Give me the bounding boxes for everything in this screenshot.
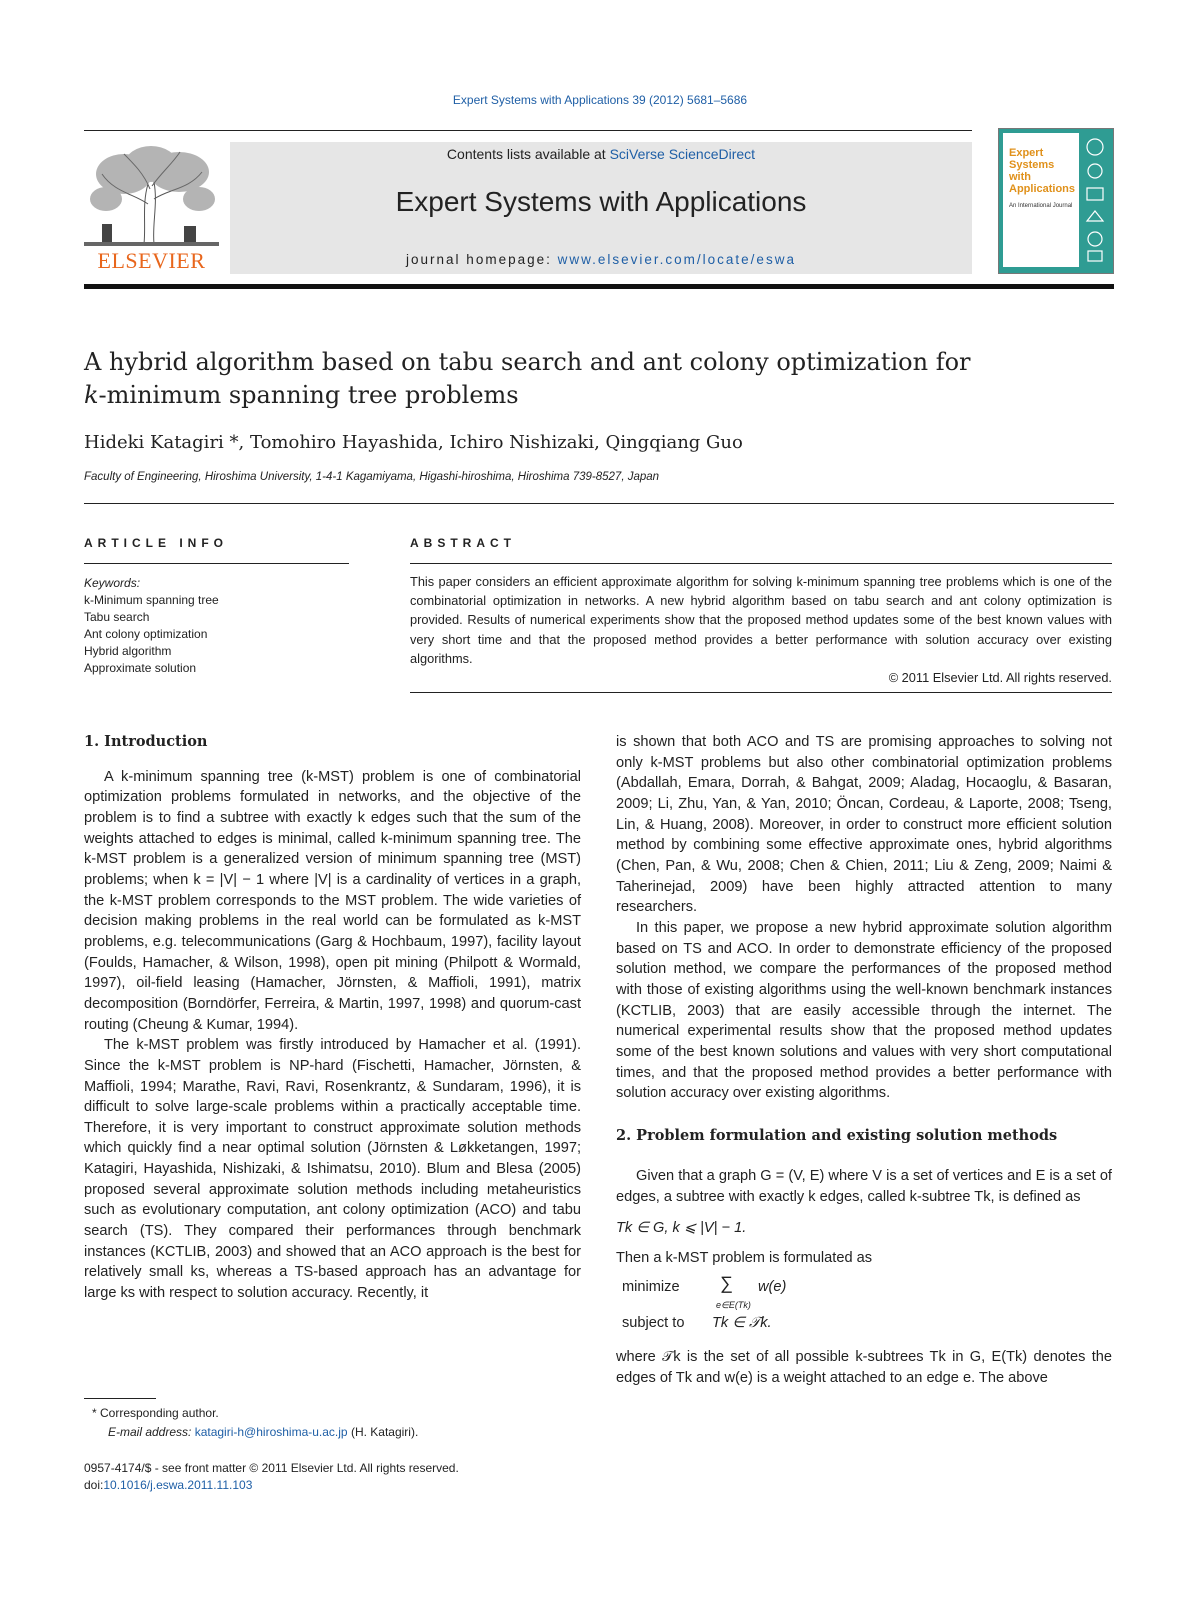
doi-link[interactable]: 10.1016/j.eswa.2011.11.103 <box>103 1478 253 1492</box>
footnote-corresponding: * Corresponding author. <box>92 1406 219 1420</box>
keywords-label: Keywords: <box>84 576 141 590</box>
article-info-rule <box>84 563 349 564</box>
issn-line: 0957-4174/$ - see front matter © 2011 Elsevier Ltd. All rights reserved. <box>84 1461 459 1475</box>
elsevier-wordmark: ELSEVIER <box>97 248 206 273</box>
author-list: Hideki Katagiri *, Tomohiro Hayashida, Ichiro Nishizaki, Qingqiang Guo <box>84 432 743 453</box>
title-line-2 <box>84 379 1114 412</box>
keyword-item: Approximate solution <box>84 661 197 675</box>
abstract-copyright: © 2011 Elsevier Ltd. All rights reserved. <box>888 670 1112 686</box>
eq-subject-to-label: subject to <box>622 1315 685 1332</box>
title-rule <box>84 503 1114 504</box>
elsevier-logo <box>84 144 219 274</box>
footnote-rule <box>84 1398 156 1399</box>
section-2-paragraph-1: Given that a graph G = (V, E) where V is a set of vertices and E is a set of edges, a subtree with exactly k edges, called k-subtree Tk, is defined as <box>616 1168 1112 1206</box>
email-suffix: (H. Katagiri). <box>347 1425 419 1439</box>
affiliation: Faculty of Engineering, Hiroshima University, 1-4-1 Kagamiyama, Higashi-hiroshima, Hiroshima 739-8527, Japan <box>84 471 660 483</box>
keyword-item: k-Minimum spanning tree <box>84 593 219 607</box>
right-paragraph-2: In this paper, we propose a new hybrid approximate solution algorithm based on TS and ACO. In order to demonstrate efficiency of the proposed solution method, we compare the performances of the proposed method with those of existing algorithms using the well-known benchmark instances (KCTLIB, 2003) that are easily accessible through the internet. The numerical experimental results show that the proposed method updates some of the best known solutions and values with very short computational times, and that the proposed method provides a better performance with solution accuracy over existing algorithms. <box>616 919 1112 1102</box>
cover-title-line: Expert <box>1009 147 1044 159</box>
intro-heading: 1. Introduction <box>84 733 208 750</box>
journal-homepage-line <box>230 252 972 267</box>
article-title <box>84 346 1114 412</box>
homepage-link[interactable]: www.elsevier.com/locate/eswa <box>557 252 796 267</box>
cover-subtitle: An International Journal <box>1009 203 1073 209</box>
cover-title-line: Applications <box>1009 183 1076 195</box>
right-column <box>616 732 1112 1388</box>
email-link[interactable]: katagiri-h@hiroshima-u.ac.jp <box>194 1425 348 1439</box>
journal-cover-image <box>998 128 1114 274</box>
cover-icons-strip <box>1081 133 1109 267</box>
contents-available-line <box>230 146 972 162</box>
sum-symbol: ∑ <box>720 1273 733 1294</box>
intro-paragraph-1: A k-minimum spanning tree (k-MST) problem is one of combinatorial optimization problems formulated in networks, and the objective of the problem is to find a subtree with exactly k edges such that the sum of the weights attached to edges is minimal, called k-minimum spanning tree. The k-MST problem is a generalized version of minimum spanning tree (MST) problems; when k = |V| − 1 where |V| is a cardinality of vertices in a graph, the k-MST problem corresponds to the MST problem. The wide varieties of decision making problems in the real world can be formulated as k-MST problems, e.g. telecommunications (Garg & Hochbaum, 1997), facility layout (Foulds, Hamacher, & Wilson, 1998), open pit mining (Philpott & Wormald, 1997), oil-field leasing (Hamacher, Jörnsten, & Maffioli, 1991), matrix decomposition (Borndörfer, Ferreira, & Martin, 1997, 1998) and quorum-cast routing (Cheung & Kumar, 1994). <box>84 768 581 1033</box>
keyword-item: Tabu search <box>84 610 150 624</box>
header-rule-thick <box>84 284 1114 289</box>
elsevier-tree-icon <box>84 144 219 249</box>
cover-white-panel <box>1003 133 1079 267</box>
abstract-heading: ABSTRACT <box>410 536 516 550</box>
title-line-1: A hybrid algorithm based on tabu search and ant colony optimization for <box>84 348 971 376</box>
keywords-block <box>84 575 219 677</box>
equation-1: Tk ∈ G, k ⩽ |V| − 1. <box>616 1219 747 1236</box>
doi-label: doi: <box>84 1478 104 1492</box>
journal-name: Expert Systems with Applications <box>395 186 807 217</box>
email-label: E-mail address: <box>108 1425 195 1439</box>
keyword-item: Hybrid algorithm <box>84 644 172 658</box>
journal-citation[interactable]: Expert Systems with Applications 39 (2012) 5681–5686 <box>452 93 748 107</box>
section-2-paragraph-3: where 𝒯k is the set of all possible k-subtrees Tk in G, E(Tk) denotes the edges of Tk and w(e) is a weight attached to an edge e. The above <box>616 1349 1112 1386</box>
keyword-item: Ant colony optimization <box>84 627 208 641</box>
contents-prefix: Contents lists available at <box>446 146 610 162</box>
title-line-2-rest: -minimum spanning tree problems <box>98 381 519 409</box>
intro-paragraph-2: The k-MST problem was firstly introduced by Hamacher et al. (1991). Since the k-MST problem is NP-hard (Fischetti, Hamacher, Jörnsten, & Maffioli, 1994; Marathe, Ravi, Ravi, Rosenkrantz, & Sundaram, 1996), it is difficult to solve large-scale problems within a practically acceptable time. Therefore, it is very important to construct approximate solution methods which quickly find a near optimal solution (Jörnsten & Løkketangen, 1997; Katagiri, Hayashida, Nishizaki, & Ishimatsu, 2010). Blum and Blesa (2005) proposed several approximate solution methods including metaheuristics such as evolutionary computation, ant colony optimization (ACO) and tabu search (TS). They compared their performances through benchmark instances (KCTLIB, 2003) and showed that an ACO approach is the best for relatively small ks, whereas a TS-based approach has an advantage for large ks with respect to solution accuracy. Recently, it <box>84 1037 581 1302</box>
right-paragraph-1: is shown that both ACO and TS are promising approaches to solving not only k-MST problems but also other combinatorial optimization problems (Abdallah, Emara, Dorrah, & Bahgat, 2009; Aladag, Hocaoglu, & Basaran, 2009; Li, Zhu, Yan, & Yan, 2010; Öncan, Cordeau, & Laporte, 2008; Tseng, Lin, & Huang, 2008). Moreover, in order to construct more efficient solution method by combining some effective approximate ones, hybrid algorithms (Chen, Pan, & Wu, 2008; Chen & Chien, 2011; Liu & Zeng, 2009; Naimi & Taherinejad, 2009) have been highly attracted attention to many researchers. <box>616 734 1112 916</box>
cover-title <box>1009 147 1075 195</box>
footnote-email <box>108 1424 418 1441</box>
cover-title-line: with <box>1009 171 1031 183</box>
sciencedirect-link[interactable]: SciVerse ScienceDirect <box>609 146 756 162</box>
eq-sum-subscript: e∈E(Tk) <box>716 1300 751 1311</box>
abstract-rule <box>410 563 1112 564</box>
section-2-heading: 2. Problem formulation and existing solution methods <box>616 1126 1058 1144</box>
title-k: k <box>84 381 99 409</box>
eq-constraint: Tk ∈ 𝒯k. <box>712 1315 772 1332</box>
homepage-prefix: journal homepage: <box>406 252 558 267</box>
abstract-body: This paper considers an efficient approximate algorithm for solving k-minimum spanning tree problems which is one of the combinatorial optimization in networks. A new hybrid algorithm based on tabu search and ant colony optimization is provided. Results of numerical experiments show that the proposed method updates some of the best known values with very short time and that the proposed method provides a better performance with solution accuracy over existing algorithms. <box>410 574 1112 666</box>
section-2-paragraph-2: Then a k-MST problem is formulated as <box>616 1250 873 1267</box>
header-rule-top <box>84 130 972 131</box>
abstract-bottom-rule <box>410 692 1112 693</box>
eq-objective: w(e) <box>758 1279 787 1296</box>
eq-minimize-label: minimize <box>622 1279 680 1296</box>
cover-title-line: Systems <box>1009 159 1055 171</box>
abstract-text <box>410 572 1112 687</box>
article-info-heading: ARTICLE INFO <box>84 536 228 550</box>
optimization-formulation <box>616 1275 1112 1337</box>
left-column <box>84 732 581 1304</box>
doi-line <box>84 1477 252 1494</box>
